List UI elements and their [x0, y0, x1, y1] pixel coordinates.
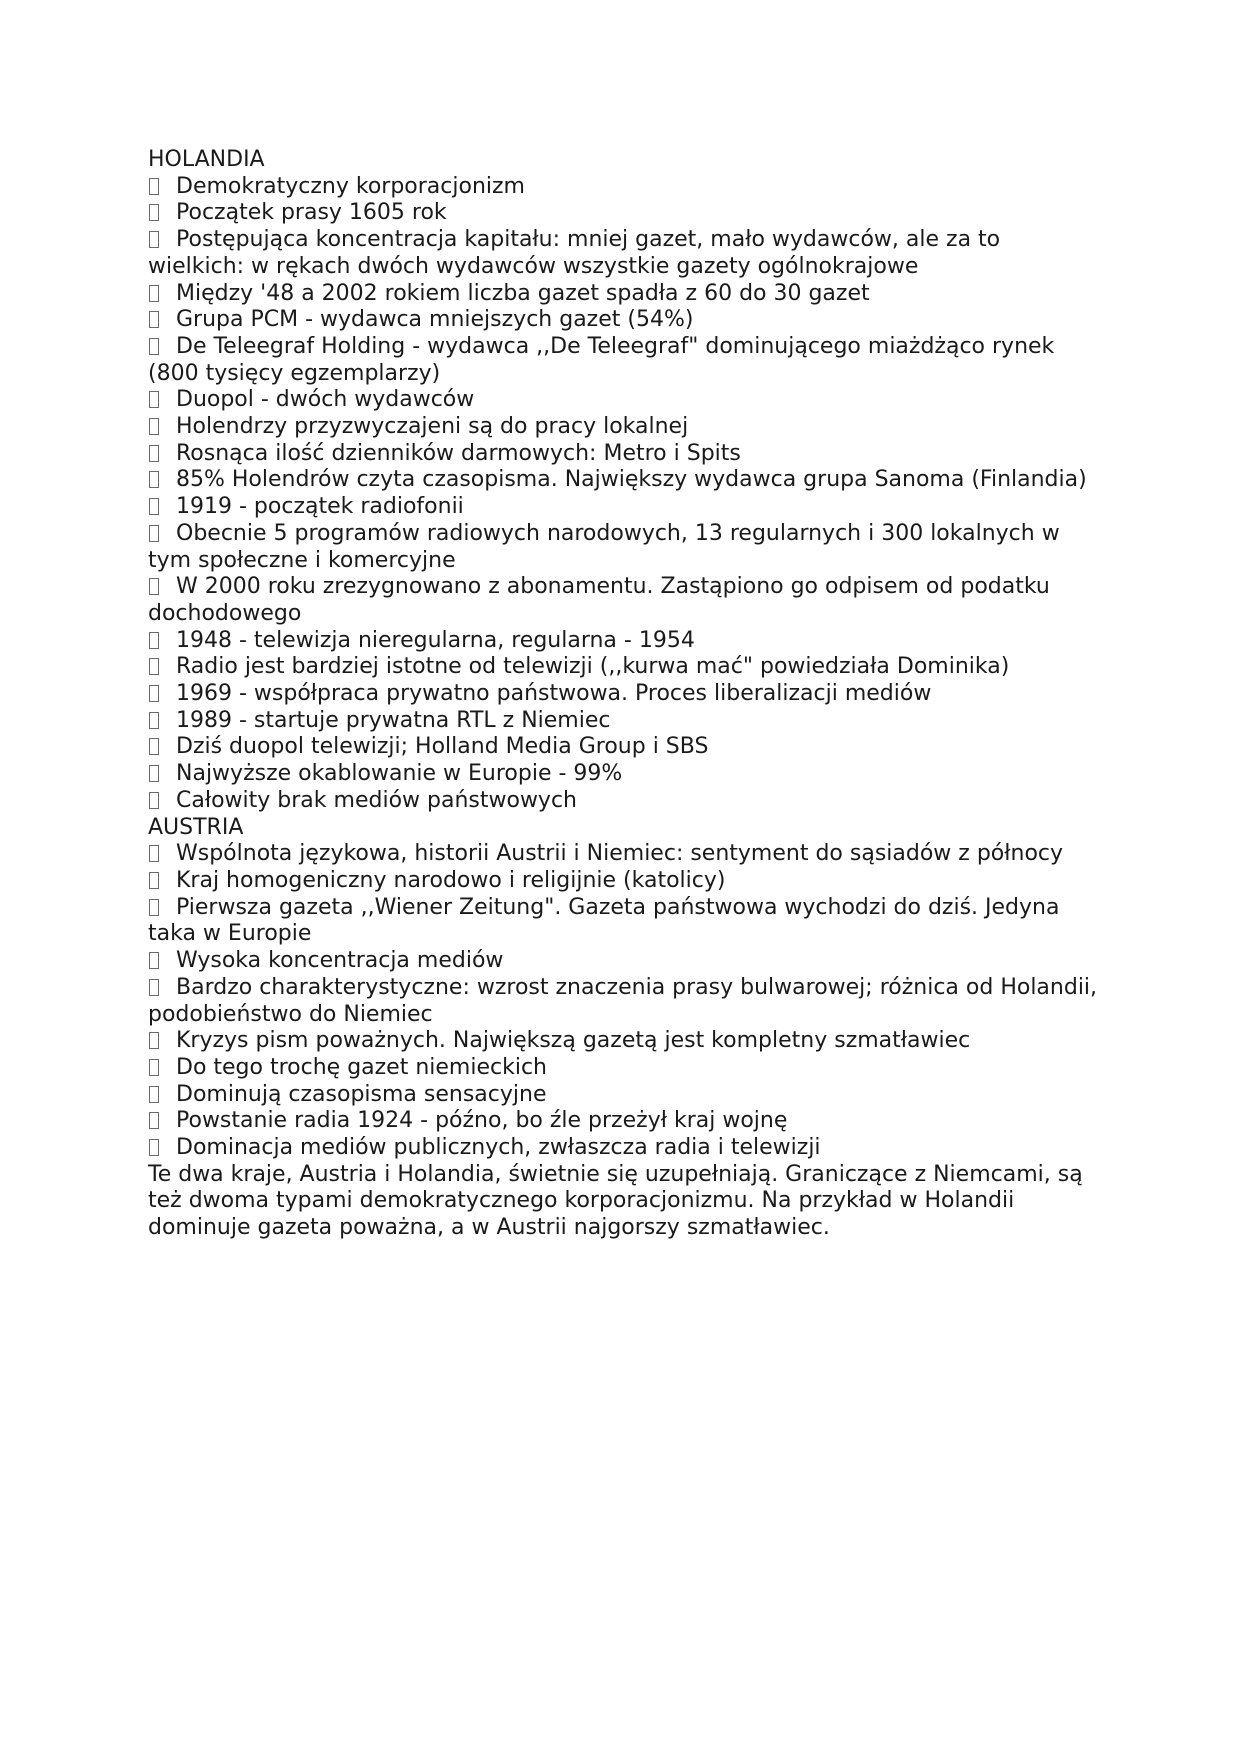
missing-glyph-bullet-icon: [149, 658, 159, 675]
list-item-text: 1989 - startuje prywatna RTL z Niemiec: [176, 707, 611, 733]
list-item: [148, 654, 1098, 681]
missing-glyph-bullet-icon: [149, 632, 159, 649]
list-item: [148, 334, 1098, 387]
list-item-text: Postępująca koncentracja kapitału: mniej gazet, mało wydawców, ale za to wielkich: w rękach dwóch wydawców wszystkie gazety ogólnokrajowe: [148, 227, 1001, 279]
list-item-text: 1948 - telewizja nieregularna, regularna - 1954: [176, 627, 695, 653]
list-item: [148, 1028, 1098, 1055]
list-item-text: Całowity brak mediów państwowych: [176, 787, 577, 813]
missing-glyph-bullet-icon: [149, 204, 159, 221]
missing-glyph-bullet-icon: [149, 285, 159, 302]
list-item: [148, 708, 1098, 735]
missing-glyph-bullet-icon: [149, 1112, 159, 1129]
missing-glyph-bullet-icon: [149, 685, 159, 702]
list-item: [148, 1108, 1098, 1135]
missing-glyph-bullet-icon: [149, 338, 159, 355]
list-item: [148, 414, 1098, 441]
missing-glyph-bullet-icon: [149, 792, 159, 809]
missing-glyph-bullet-icon: [149, 498, 159, 515]
missing-glyph-bullet-icon: [149, 311, 159, 328]
list-item-text: Kryzys pism poważnych. Największą gazetą jest kompletny szmatławiec: [176, 1028, 971, 1054]
list-item: [148, 200, 1098, 227]
list-item-text: W 2000 roku zrezygnowano z abonamentu. Zastąpiono go odpisem od podatku dochodowego: [148, 574, 1050, 626]
missing-glyph-bullet-icon: [149, 471, 159, 488]
list-item-text: Grupa PCM - wydawca mniejszych gazet (54%): [176, 307, 694, 333]
missing-glyph-bullet-icon: [149, 899, 159, 916]
list-item-text: De Teleegraf Holding - wydawca ,,De Teleegraf" dominującego miażdżąco rynek (800 tysięcy egzemplarzy): [148, 333, 1055, 386]
missing-glyph-bullet-icon: [149, 979, 159, 996]
list-item: [148, 494, 1098, 521]
list-item: [148, 895, 1098, 948]
document-page: [148, 147, 1098, 1242]
list-item: [148, 628, 1098, 655]
section-heading: HOLANDIA: [148, 147, 265, 172]
list-item-text: Wspólnota językowa, historii Austrii i Niemiec: sentyment do sąsiadów z północy: [176, 841, 1064, 867]
list-item: [148, 681, 1098, 708]
missing-glyph-bullet-icon: [149, 712, 159, 729]
missing-glyph-bullet-icon: [149, 1139, 159, 1156]
list-item-text: Do tego trochę gazet niemieckich: [176, 1054, 547, 1080]
missing-glyph-bullet-icon: [149, 525, 159, 542]
list-item-text: Pierwsza gazeta ,,Wiener Zeitung". Gazeta państwowa wychodzi do dziś. Jedyna taka w Europie: [148, 894, 1060, 947]
list-item-text: Dziś duopol telewizji; Holland Media Group i SBS: [176, 734, 709, 760]
list-item-text: Rosnąca ilość dzienników darmowych: Metro i Spits: [176, 440, 741, 466]
list-item: [148, 441, 1098, 468]
list-item-text: 1969 - współpraca prywatno państwowa. Proces liberalizacji mediów: [176, 681, 932, 707]
list-item-text: Duopol - dwóch wydawców: [176, 387, 475, 413]
missing-glyph-bullet-icon: [149, 445, 159, 462]
list-item-text: Obecnie 5 programów radiowych narodowych, 13 regularnych i 300 lokalnych w tym społeczne i komercyjne: [148, 520, 1060, 573]
list-item-text: Między '48 a 2002 rokiem liczba gazet spadła z 60 do 30 gazet: [176, 280, 870, 306]
list-item-text: Holendrzy przyzwyczajeni są do pracy lokalnej: [176, 414, 689, 440]
closing-paragraph: Te dwa kraje, Austria i Holandia, świetnie się uzupełniają. Graniczące z Niemcami, są też dwoma typami demokratycznego korporacjonizmu. Na przykład w Holandii dominuje gazeta poważna, a w Austrii najgorszy szmatławiec.: [148, 1161, 1083, 1241]
list-item: [148, 1082, 1098, 1109]
list-item-text: 85% Holendrów czyta czasopisma. Największy wydawca grupa Sanoma (Finlandia): [176, 467, 1087, 493]
list-item-text: Początek prasy 1605 rok: [176, 200, 447, 226]
list-item-text: Dominują czasopisma sensacyjne: [176, 1081, 547, 1107]
missing-glyph-bullet-icon: [149, 231, 159, 248]
list-item: [148, 574, 1098, 627]
missing-glyph-bullet-icon: [149, 1086, 159, 1103]
list-item-text: Demokratyczny korporacjonizm: [176, 173, 525, 199]
missing-glyph-bullet-icon: [149, 738, 159, 755]
list-item-text: Najwyższe okablowanie w Europie - 99%: [176, 761, 623, 787]
list-item: [148, 521, 1098, 574]
missing-glyph-bullet-icon: [149, 1059, 159, 1076]
missing-glyph-bullet-icon: [149, 1032, 159, 1049]
list-item: [148, 467, 1098, 494]
list-item: [148, 387, 1098, 414]
list-item-text: Radio jest bardziej istotne od telewizji (,,kurwa mać" powiedziała Dominika): [176, 654, 1010, 680]
list-item: [148, 734, 1098, 761]
missing-glyph-bullet-icon: [149, 845, 159, 862]
list-item-text: Bardzo charakterystyczne: wzrost znaczenia prasy bulwarowej; różnica od Holandii, podobieństwo do Niemiec: [148, 974, 1098, 1027]
missing-glyph-bullet-icon: [149, 952, 159, 969]
list-item: [148, 868, 1098, 895]
section-heading: AUSTRIA: [148, 814, 244, 840]
list-item: [148, 174, 1098, 201]
missing-glyph-bullet-icon: [149, 578, 159, 595]
list-item-text: Powstanie radia 1924 - późno, bo źle przeżył kraj wojnę: [176, 1108, 788, 1134]
list-item: [148, 788, 1098, 815]
list-item: [148, 307, 1098, 334]
list-item: [148, 948, 1098, 975]
list-item-text: Kraj homogeniczny narodowo i religijnie (katolicy): [176, 867, 726, 893]
missing-glyph-bullet-icon: [149, 391, 159, 408]
missing-glyph-bullet-icon: [149, 872, 159, 889]
missing-glyph-bullet-icon: [149, 418, 159, 435]
list-item: [148, 227, 1098, 280]
list-item-text: 1919 - początek radiofonii: [176, 494, 464, 520]
list-item: [148, 281, 1098, 308]
list-item-text: Wysoka koncentracja mediów: [176, 948, 504, 974]
list-item: [148, 841, 1098, 868]
list-item: [148, 975, 1098, 1028]
list-item-text: Dominacja mediów publicznych, zwłaszcza radia i telewizji: [176, 1135, 821, 1161]
list-item: [148, 761, 1098, 788]
list-item: [148, 1055, 1098, 1082]
missing-glyph-bullet-icon: [149, 765, 159, 782]
document-sections: [148, 147, 1098, 1162]
list-item: [148, 1135, 1098, 1162]
missing-glyph-bullet-icon: [149, 178, 159, 195]
